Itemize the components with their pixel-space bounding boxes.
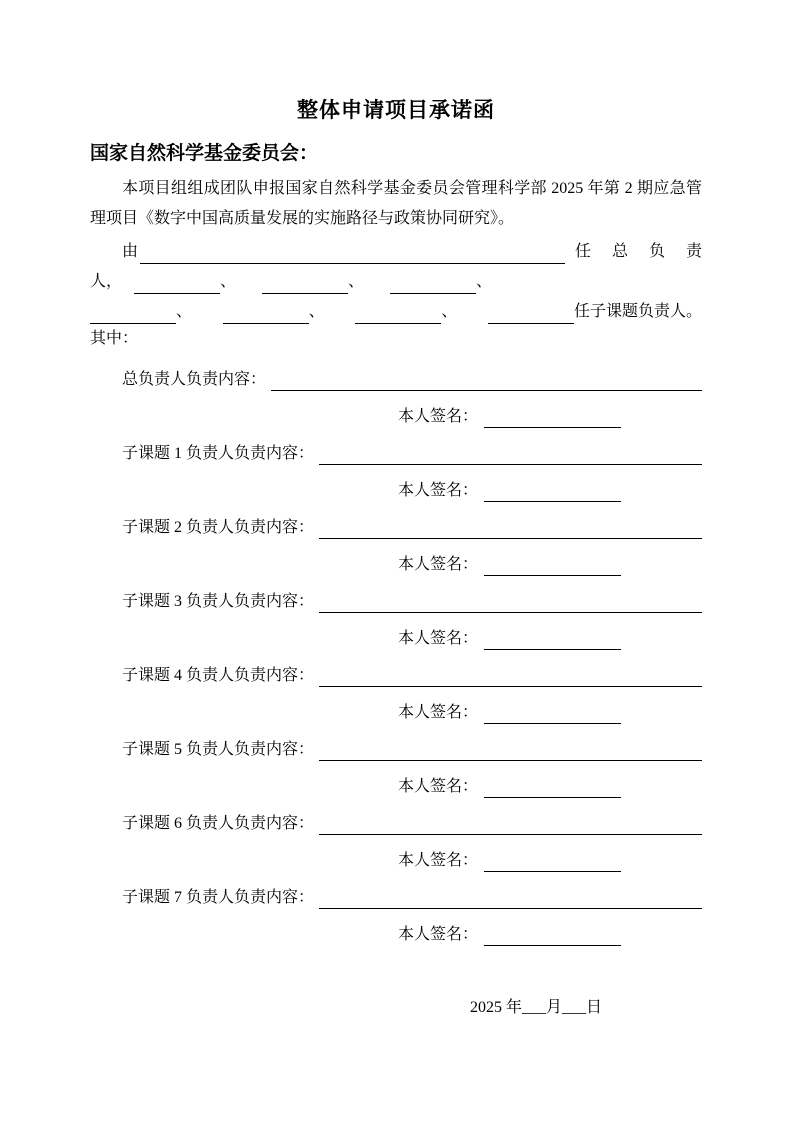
signature-label: 本人签名： xyxy=(398,630,479,647)
principal-lead-text: 由 xyxy=(122,243,139,260)
subtopic-content-label: 子课题 7 负责人负责内容： xyxy=(122,889,315,906)
subtopic-content-label: 子课题 4 负责人负责内容： xyxy=(122,667,315,684)
principal-role-tail: 任 总 负 责 xyxy=(574,243,702,260)
salutation-heading: 国家自然科学基金委员会： xyxy=(90,143,319,164)
subtopic-content-label: 子课题 1 负责人负责内容： xyxy=(122,445,315,462)
subleader-name-blank xyxy=(488,306,574,324)
subtopic-content-blank xyxy=(319,890,702,909)
subtopic-7-content-row xyxy=(90,872,702,909)
signature-blank xyxy=(484,927,621,946)
signature-row xyxy=(398,761,702,798)
subtopic-content-blank xyxy=(319,520,702,539)
subtopic-content-blank xyxy=(319,816,702,835)
subleader-name-blank xyxy=(223,306,309,324)
subtopic-content-label: 子课题 3 负责人负责内容： xyxy=(122,593,315,610)
subtopic-content-label: 子课题 6 负责人负责内容： xyxy=(122,815,315,832)
signature-row xyxy=(398,613,702,650)
subleader-lead-text: 人， xyxy=(90,273,123,290)
subtopic-content-label: 子课题 2 负责人负责内容： xyxy=(122,519,315,536)
subtopic-3-content-row xyxy=(90,576,702,613)
chief-content-row xyxy=(90,354,702,391)
subleader-role-tail: 任子课题负责人。 xyxy=(573,303,702,320)
subleader-names-line-2 xyxy=(90,294,702,324)
subleader-name-blank xyxy=(90,306,176,324)
subtopic-1-content-row xyxy=(90,428,702,465)
enumeration-separator: 、 xyxy=(441,303,458,320)
signature-blank xyxy=(484,779,621,798)
signature-blank xyxy=(484,631,621,650)
signature-row xyxy=(398,465,702,502)
signature-label: 本人签名： xyxy=(398,778,479,795)
signature-row xyxy=(398,835,702,872)
subleader-names-line-1 xyxy=(90,264,702,294)
signature-label: 本人签名： xyxy=(398,408,479,425)
subleader-name-blank xyxy=(355,306,441,324)
subtopic-content-blank xyxy=(319,668,702,687)
signature-blank xyxy=(484,853,621,872)
subleader-name-blank xyxy=(134,276,220,294)
enumeration-separator: 、 xyxy=(176,303,193,320)
signature-blank xyxy=(484,409,621,428)
enumeration-separator: 、 xyxy=(220,273,237,290)
signature-label: 本人签名： xyxy=(398,556,479,573)
subtopic-content-blank xyxy=(319,594,702,613)
subtopic-6-content-row xyxy=(90,798,702,835)
subleader-name-blank xyxy=(390,276,476,294)
signature-label: 本人签名： xyxy=(398,482,479,499)
enumeration-separator: 、 xyxy=(476,273,493,290)
enumeration-separator: 、 xyxy=(308,303,325,320)
date-line: 2025 年___月___日 xyxy=(470,999,603,1016)
subtopic-5-content-row xyxy=(90,724,702,761)
document-title: 整体申请项目承诺函 xyxy=(297,98,495,122)
among-label: 其中： xyxy=(90,330,139,347)
intro-paragraph: 本项目组组成团队申报国家自然科学基金委员会管理科学部 2025 年第 2 期应急管理项目《数字中国高质量发展的实施路径与政策协同研究》。 xyxy=(90,180,702,227)
subtopic-content-blank xyxy=(319,446,702,465)
subleader-name-blank xyxy=(262,276,348,294)
signature-blank xyxy=(484,483,621,502)
signature-row xyxy=(398,687,702,724)
signature-row xyxy=(398,909,702,946)
principal-name-blank xyxy=(140,246,565,264)
principal-assignment-line xyxy=(90,234,702,264)
subtopic-2-content-row xyxy=(90,502,702,539)
subtopic-content-label: 子课题 5 负责人负责内容： xyxy=(122,741,315,758)
signature-row xyxy=(398,539,702,576)
signature-blank xyxy=(484,705,621,724)
signature-label: 本人签名： xyxy=(398,704,479,721)
subtopic-content-blank xyxy=(319,742,702,761)
chief-content-label: 总负责人负责内容： xyxy=(122,371,267,388)
enumeration-separator: 、 xyxy=(348,273,365,290)
signature-blank xyxy=(484,557,621,576)
signature-label: 本人签名： xyxy=(398,926,479,943)
subtopic-4-content-row xyxy=(90,650,702,687)
chief-content-blank xyxy=(271,372,702,391)
signature-row xyxy=(398,391,702,428)
signature-label: 本人签名： xyxy=(398,852,479,869)
